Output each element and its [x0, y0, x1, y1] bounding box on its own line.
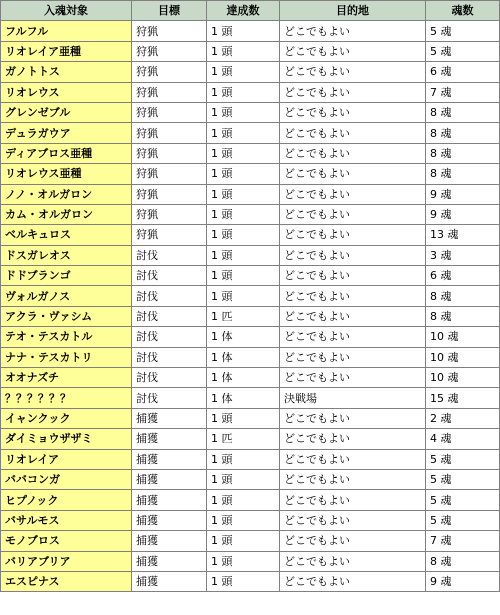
target-cell: エスピナス	[1, 571, 132, 591]
count-cell: 1 頭	[207, 225, 280, 245]
count-cell: 1 頭	[207, 531, 280, 551]
souls-cell: 9 魂	[426, 204, 500, 224]
souls-cell: 10 魂	[426, 327, 500, 347]
count-cell: 1 頭	[207, 245, 280, 265]
count-cell: 1 頭	[207, 286, 280, 306]
table-row	[1, 531, 500, 551]
header-destination: 目的地	[280, 1, 426, 21]
destination-cell: どこでもよい	[280, 143, 426, 163]
target-cell: デュラガウア	[1, 123, 132, 143]
count-cell: 1 頭	[207, 490, 280, 510]
souls-cell: 2 魂	[426, 408, 500, 428]
count-cell: 1 頭	[207, 143, 280, 163]
destination-cell: どこでもよい	[280, 102, 426, 122]
souls-cell: 5 魂	[426, 21, 500, 41]
destination-cell: どこでもよい	[280, 429, 426, 449]
souls-cell: 8 魂	[426, 143, 500, 163]
goal-cell: 狩猟	[132, 21, 207, 41]
goal-cell: 狩猟	[132, 82, 207, 102]
table-row	[1, 571, 500, 591]
destination-cell: どこでもよい	[280, 571, 426, 591]
table-row	[1, 449, 500, 469]
table-row	[1, 143, 500, 163]
count-cell: 1 頭	[207, 266, 280, 286]
count-cell: 1 頭	[207, 469, 280, 489]
target-cell: ガノトトス	[1, 62, 132, 82]
target-cell: ノノ・オルガロン	[1, 184, 132, 204]
target-cell: フルフル	[1, 21, 132, 41]
souls-cell: 5 魂	[426, 469, 500, 489]
souls-cell: 6 魂	[426, 266, 500, 286]
target-cell: ヒプノック	[1, 490, 132, 510]
target-cell: リオレウス亜種	[1, 164, 132, 184]
goal-cell: 捕獲	[132, 551, 207, 571]
table-row	[1, 306, 500, 326]
souls-cell: 5 魂	[426, 510, 500, 530]
souls-cell: 8 魂	[426, 286, 500, 306]
goal-cell: 狩猟	[132, 184, 207, 204]
count-cell: 1 体	[207, 327, 280, 347]
destination-cell: どこでもよい	[280, 204, 426, 224]
goal-cell: 討伐	[132, 368, 207, 388]
table-row	[1, 490, 500, 510]
destination-cell: どこでもよい	[280, 245, 426, 265]
souls-cell: 9 魂	[426, 571, 500, 591]
souls-cell: 15 魂	[426, 388, 500, 408]
table-row	[1, 164, 500, 184]
table-row	[1, 41, 500, 61]
table-row	[1, 266, 500, 286]
souls-cell: 4 魂	[426, 429, 500, 449]
goal-cell: 狩猟	[132, 62, 207, 82]
goal-cell: 狩猟	[132, 225, 207, 245]
destination-cell: どこでもよい	[280, 123, 426, 143]
table-row	[1, 225, 500, 245]
destination-cell: どこでもよい	[280, 408, 426, 428]
header-souls: 魂数	[426, 1, 500, 21]
destination-cell: どこでもよい	[280, 164, 426, 184]
table-row	[1, 551, 500, 571]
count-cell: 1 頭	[207, 164, 280, 184]
table-row	[1, 510, 500, 530]
table-body	[1, 21, 500, 592]
header-goal: 目標	[132, 1, 207, 21]
target-cell: グレンゼブル	[1, 102, 132, 122]
target-cell: アクラ・ヴァシム	[1, 306, 132, 326]
count-cell: 1 頭	[207, 21, 280, 41]
header-target: 入魂対象	[1, 1, 132, 21]
destination-cell: どこでもよい	[280, 62, 426, 82]
goal-cell: 狩猟	[132, 143, 207, 163]
goal-cell: 狩猟	[132, 204, 207, 224]
goal-cell: 捕獲	[132, 469, 207, 489]
goal-cell: 狩猟	[132, 41, 207, 61]
destination-cell: どこでもよい	[280, 266, 426, 286]
souls-cell: 10 魂	[426, 347, 500, 367]
souls-cell: 8 魂	[426, 102, 500, 122]
souls-cell: 8 魂	[426, 306, 500, 326]
target-cell: ドスガレオス	[1, 245, 132, 265]
souls-cell: 3 魂	[426, 245, 500, 265]
souls-cell: 9 魂	[426, 184, 500, 204]
target-cell: バサルモス	[1, 510, 132, 530]
destination-cell: どこでもよい	[280, 21, 426, 41]
count-cell: 1 頭	[207, 551, 280, 571]
count-cell: 1 頭	[207, 204, 280, 224]
count-cell: 1 頭	[207, 82, 280, 102]
header-count: 達成数	[207, 1, 280, 21]
goal-cell: 捕獲	[132, 429, 207, 449]
target-cell: ダイミョウザザミ	[1, 429, 132, 449]
destination-cell: どこでもよい	[280, 327, 426, 347]
table-row	[1, 245, 500, 265]
count-cell: 1 頭	[207, 123, 280, 143]
souls-cell: 8 魂	[426, 164, 500, 184]
target-cell: リオレウス	[1, 82, 132, 102]
target-cell: モノブロス	[1, 531, 132, 551]
goal-cell: 討伐	[132, 347, 207, 367]
souls-cell: 5 魂	[426, 449, 500, 469]
souls-cell: 7 魂	[426, 531, 500, 551]
destination-cell: どこでもよい	[280, 41, 426, 61]
goal-cell: 討伐	[132, 306, 207, 326]
table-row	[1, 286, 500, 306]
table-row	[1, 82, 500, 102]
target-cell: ヴォルガノス	[1, 286, 132, 306]
souls-cell: 5 魂	[426, 41, 500, 61]
destination-cell: どこでもよい	[280, 184, 426, 204]
count-cell: 1 頭	[207, 449, 280, 469]
destination-cell: どこでもよい	[280, 531, 426, 551]
count-cell: 1 頭	[207, 571, 280, 591]
table-row	[1, 469, 500, 489]
target-cell: リオレイア亜種	[1, 41, 132, 61]
count-cell: 1 頭	[207, 510, 280, 530]
destination-cell: どこでもよい	[280, 286, 426, 306]
destination-cell: どこでもよい	[280, 82, 426, 102]
souls-cell: 13 魂	[426, 225, 500, 245]
target-cell: テオ・テスカトル	[1, 327, 132, 347]
count-cell: 1 匹	[207, 429, 280, 449]
goal-cell: 討伐	[132, 388, 207, 408]
target-cell: カム・オルガロン	[1, 204, 132, 224]
destination-cell: 決戦場	[280, 388, 426, 408]
count-cell: 1 匹	[207, 306, 280, 326]
target-cell: ドドブランゴ	[1, 266, 132, 286]
target-cell: ？？？？？？	[1, 388, 132, 408]
destination-cell: どこでもよい	[280, 225, 426, 245]
table-row	[1, 123, 500, 143]
souls-cell: 10 魂	[426, 368, 500, 388]
goal-cell: 捕獲	[132, 449, 207, 469]
souls-cell: 7 魂	[426, 82, 500, 102]
table-row	[1, 204, 500, 224]
table-row	[1, 429, 500, 449]
table-row	[1, 327, 500, 347]
destination-cell: どこでもよい	[280, 469, 426, 489]
target-cell: イャンクック	[1, 408, 132, 428]
goal-cell: 狩猟	[132, 102, 207, 122]
header-row	[1, 1, 500, 21]
goal-cell: 捕獲	[132, 408, 207, 428]
table-row	[1, 347, 500, 367]
goal-cell: 討伐	[132, 245, 207, 265]
target-cell: リオレイア	[1, 449, 132, 469]
destination-cell: どこでもよい	[280, 306, 426, 326]
table-row	[1, 368, 500, 388]
souls-cell: 6 魂	[426, 62, 500, 82]
count-cell: 1 頭	[207, 102, 280, 122]
goal-cell: 狩猟	[132, 164, 207, 184]
goal-cell: 捕獲	[132, 490, 207, 510]
table-row	[1, 62, 500, 82]
count-cell: 1 体	[207, 347, 280, 367]
souls-cell: 5 魂	[426, 490, 500, 510]
count-cell: 1 頭	[207, 408, 280, 428]
count-cell: 1 頭	[207, 184, 280, 204]
goal-cell: 捕獲	[132, 531, 207, 551]
destination-cell: どこでもよい	[280, 490, 426, 510]
souls-cell: 8 魂	[426, 123, 500, 143]
count-cell: 1 頭	[207, 62, 280, 82]
souls-cell: 8 魂	[426, 551, 500, 571]
target-cell: ナナ・テスカトリ	[1, 347, 132, 367]
target-cell: ババコンガ	[1, 469, 132, 489]
count-cell: 1 体	[207, 368, 280, 388]
destination-cell: どこでもよい	[280, 510, 426, 530]
table-row	[1, 388, 500, 408]
goal-cell: 狩猟	[132, 123, 207, 143]
target-cell: オオナズチ	[1, 368, 132, 388]
destination-cell: どこでもよい	[280, 551, 426, 571]
target-cell: ディアブロス亜種	[1, 143, 132, 163]
table-row	[1, 184, 500, 204]
goal-cell: 討伐	[132, 327, 207, 347]
destination-cell: どこでもよい	[280, 347, 426, 367]
goal-cell: 討伐	[132, 266, 207, 286]
destination-cell: どこでもよい	[280, 368, 426, 388]
target-cell: ベルキュロス	[1, 225, 132, 245]
target-cell: バリアブリア	[1, 551, 132, 571]
goal-cell: 捕獲	[132, 510, 207, 530]
destination-cell: どこでもよい	[280, 449, 426, 469]
table-row	[1, 408, 500, 428]
table-row	[1, 21, 500, 41]
count-cell: 1 体	[207, 388, 280, 408]
goal-cell: 捕獲	[132, 571, 207, 591]
table-row	[1, 102, 500, 122]
count-cell: 1 頭	[207, 41, 280, 61]
goal-cell: 討伐	[132, 286, 207, 306]
